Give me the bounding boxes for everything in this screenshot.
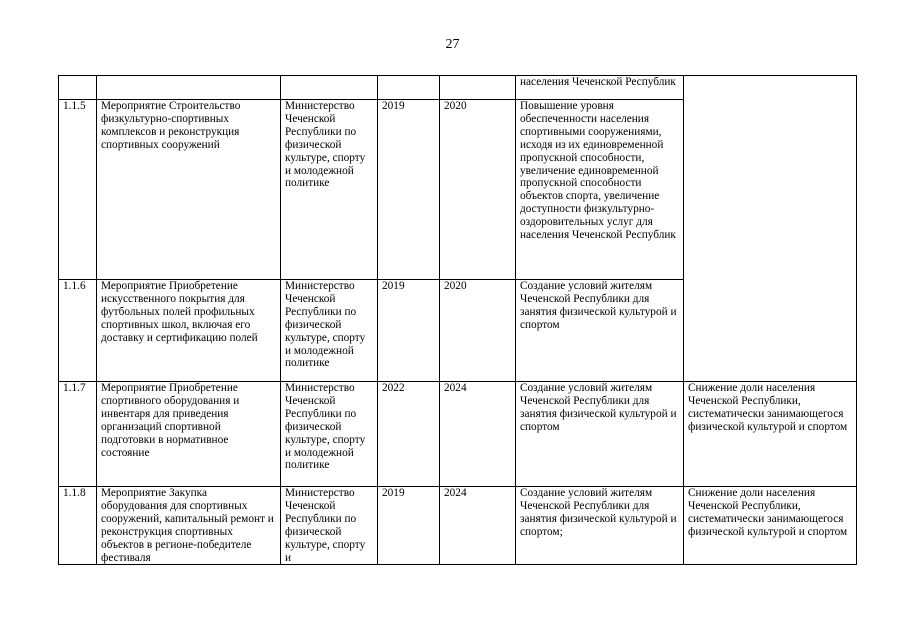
cell-results: населения Чеченской Республик bbox=[516, 76, 684, 100]
page-number: 27 bbox=[445, 37, 460, 52]
cell-start-year: 2019 bbox=[378, 487, 440, 565]
cell-executor: Министерство Чеченской Республики по физической культуре, спорту и молодежной политике bbox=[281, 382, 378, 487]
cell-name: Мероприятие Строительство физкультурно-спортивных комплексов и реконструкция спортивных сооружений bbox=[97, 100, 281, 280]
cell-start-year: 2019 bbox=[378, 100, 440, 280]
cell-name: Мероприятие Приобретение спортивного оборудования и инвентаря для приведения организаций спортивной подготовки в нормативное состояние bbox=[97, 382, 281, 487]
cell-end-year bbox=[440, 76, 516, 100]
cell-results: Создание условий жителям Чеченской Республики для занятия физической культурой и спортом bbox=[516, 280, 684, 382]
cell-executor: Министерство Чеченской Республики по физической культуре, спорту и bbox=[281, 487, 378, 565]
cell-results: Создание условий жителям Чеченской Республики для занятия физической культурой и спортом; bbox=[516, 487, 684, 565]
cell-num: 1.1.8 bbox=[59, 487, 97, 565]
cell-start-year: 2019 bbox=[378, 280, 440, 382]
cell-name: Мероприятие Приобретение искусственного покрытия для футбольных полей профильных спортивных школ, включая его доставку и сертификацию полей bbox=[97, 280, 281, 382]
table-row-continuation bbox=[59, 76, 857, 100]
cell-start-year: 2022 bbox=[378, 382, 440, 487]
cell-num: 1.1.7 bbox=[59, 382, 97, 487]
cell-start-year bbox=[378, 76, 440, 100]
table-row bbox=[59, 382, 857, 487]
cell-executor bbox=[281, 76, 378, 100]
cell-results: Создание условий жителям Чеченской Республики для занятия физической культурой и спортом bbox=[516, 382, 684, 487]
cell-executor: Министерство Чеченской Республики по физической культуре, спорту и молодежной политике bbox=[281, 280, 378, 382]
cell-results: Повышение уровня обеспеченности населения спортивными сооружениями, исходя из их единовременной пропускной способности, увеличение единовременной пропускной способности объектов спорта, увеличение доступности физкультурно-оздоровительных услуг для населения Чеченской Республик bbox=[516, 100, 684, 280]
cell-indicator: Снижение доли населения Чеченской Республики, систематически занимающегося физической культурой и спортом bbox=[684, 382, 857, 487]
cell-end-year: 2020 bbox=[440, 100, 516, 280]
cell-name: Мероприятие Закупка оборудования для спортивных сооружений, капитальный ремонт и реконструкция спортивных объектов в регионе-победителе фестиваля bbox=[97, 487, 281, 565]
table-row bbox=[59, 487, 857, 565]
cell-indicator bbox=[684, 76, 857, 382]
cell-end-year: 2024 bbox=[440, 382, 516, 487]
cell-name bbox=[97, 76, 281, 100]
cell-end-year: 2020 bbox=[440, 280, 516, 382]
cell-num: 1.1.5 bbox=[59, 100, 97, 280]
cell-end-year: 2024 bbox=[440, 487, 516, 565]
cell-indicator: Снижение доли населения Чеченской Республики, систематически занимающегося физической культурой и спортом bbox=[684, 487, 857, 565]
cell-num: 1.1.6 bbox=[59, 280, 97, 382]
cell-executor: Министерство Чеченской Республики по физической культуре, спорту и молодежной политике bbox=[281, 100, 378, 280]
measures-table bbox=[58, 75, 857, 565]
cell-num bbox=[59, 76, 97, 100]
